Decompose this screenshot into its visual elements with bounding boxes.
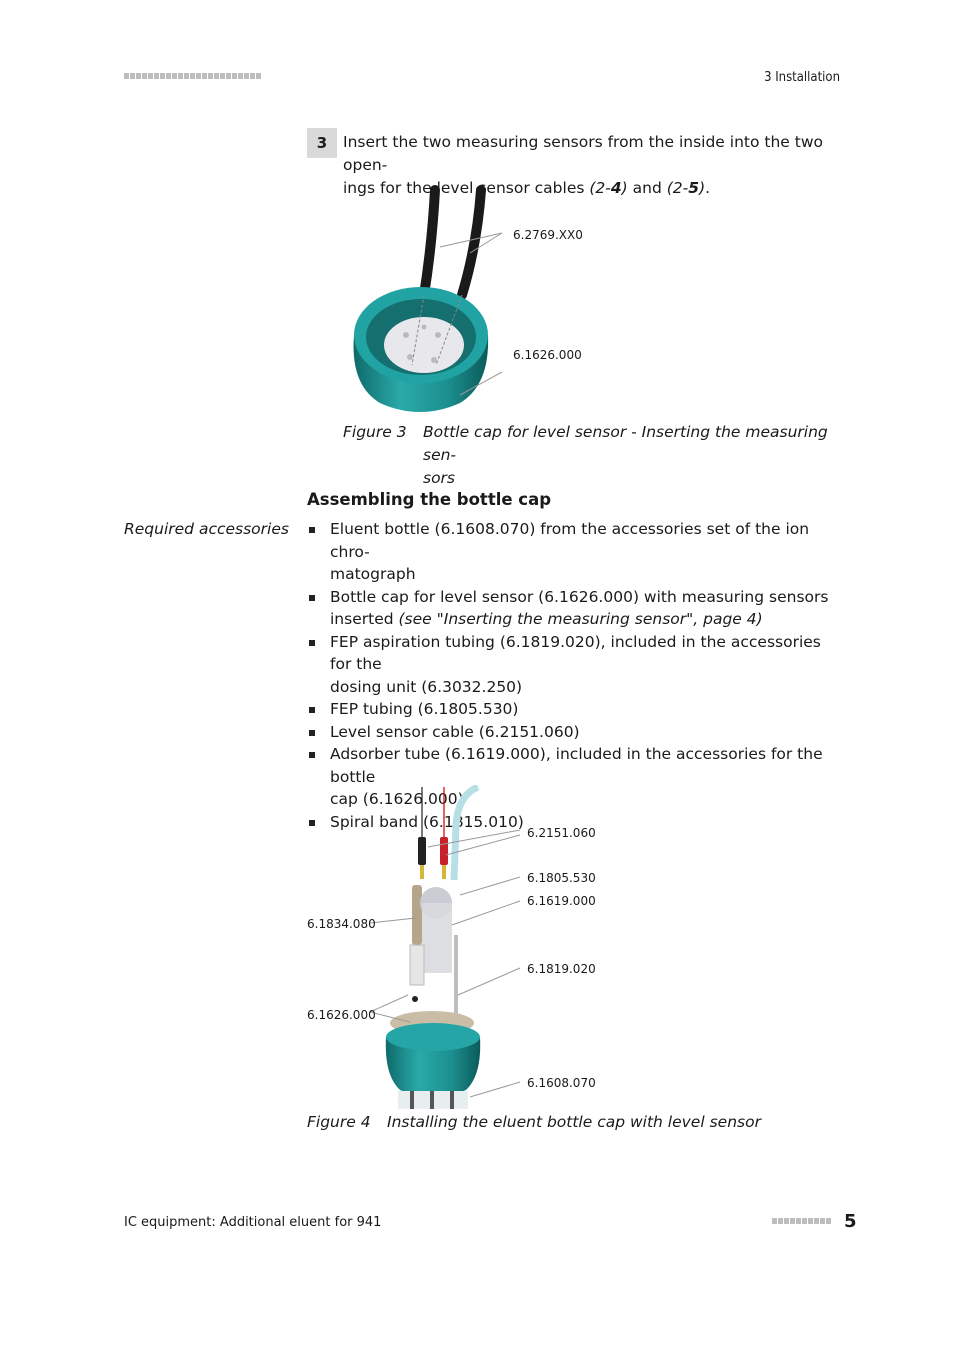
list-item: Spiral band (6.1815.010) xyxy=(307,811,837,834)
fep-tubing xyxy=(454,787,478,880)
cross-reference-link[interactable]: (see "Inserting the measuring sensor", page 4) xyxy=(398,610,763,628)
figure-4-number: Figure 4 xyxy=(307,1113,371,1131)
page-number: 5 xyxy=(844,1211,857,1232)
list-item: Level sensor cable (6.2151.060) xyxy=(307,721,837,744)
figure-4-label-tubing: 6.1805.530 xyxy=(527,871,596,885)
figure-4-label-part: 6.1834.080 xyxy=(307,917,376,931)
figure-4-label-aspiration: 6.1819.020 xyxy=(527,962,596,976)
figure-4-label-adsorber: 6.1619.000 xyxy=(527,894,596,908)
sensor-cable xyxy=(424,190,435,295)
figure-4-label-cap: 6.1626.000 xyxy=(307,1008,376,1022)
figure-3-label-cap: 6.1626.000 xyxy=(513,348,582,362)
header-decoration xyxy=(124,73,261,79)
figure-3-label-cable: 6.2769.XX0 xyxy=(513,228,583,242)
figure-3-illustration xyxy=(340,185,600,420)
list-item: Eluent bottle (6.1608.070) from the accessories set of the ion chro- matograph xyxy=(307,518,837,586)
figure-3-number: Figure 3 xyxy=(343,423,407,441)
document-title: IC equipment: Additional eluent for 941 xyxy=(124,1215,382,1230)
list-item: FEP tubing (6.1805.530) xyxy=(307,698,837,721)
step-line-1: Insert the two measuring sensors from the inside into the two open- xyxy=(343,133,823,174)
list-item: Bottle cap for level sensor (6.1626.000) with measuring sensors inserted (see "Inserting the measuring sensor", page 4) xyxy=(307,586,837,631)
figure-4-label-cable: 6.2151.060 xyxy=(527,826,596,840)
sensor-cable xyxy=(462,190,481,295)
step-number: 3 xyxy=(307,128,337,158)
footer-decoration xyxy=(772,1218,831,1224)
list-item: FEP aspiration tubing (6.1819.020), included in the accessories for the dosing unit (6.3032.250) xyxy=(307,631,837,699)
list-item: Adsorber tube (6.1619.000), included in the accessories for the bottle cap (6.1626.000) xyxy=(307,743,837,811)
figure-4-label-bottle: 6.1608.070 xyxy=(527,1076,596,1090)
step-line-2: ings for the level sensor cables (2-4) and (2-5). xyxy=(343,179,711,197)
chapter-title: 3 Installation xyxy=(764,70,840,85)
side-label: Required accessories xyxy=(124,520,289,538)
figure-4-caption: Installing the eluent bottle cap with level sensor xyxy=(387,1113,761,1131)
figure-3-caption: Bottle cap for level sensor - Inserting the measuring sen- sors xyxy=(423,423,828,487)
section-heading: Assembling the bottle cap xyxy=(307,490,552,509)
